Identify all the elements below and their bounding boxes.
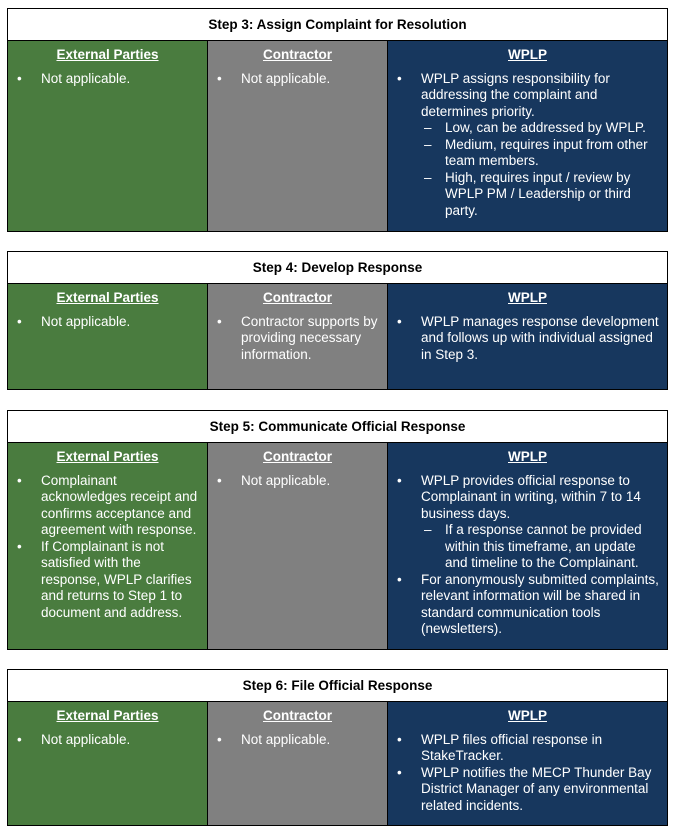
step-title: Step 5: Communicate Official Response (7, 410, 668, 443)
list-item: • Not applicable. (14, 71, 201, 88)
external-parties-column (8, 443, 208, 649)
column-header-contractor: Contractor (262, 290, 332, 305)
step-5-table (7, 410, 668, 650)
contractor-column (208, 284, 388, 389)
column-header-wplp: WPLP (508, 449, 547, 464)
wplp-column (388, 443, 667, 649)
list-item: • WPLP provides official response to Complainant in writing, within 7 to 14 business days. – If a response cannot be provided within this timeframe, an update and timeline to the Complainant. (394, 473, 661, 572)
list-item: • WPLP assigns responsibility for addressing the complaint and determines priority. – Low, can be addressed by WPLP. – Medium, requires input from other team members. – High, requires input / review by WPLP PM / Leadership or third party. (394, 71, 661, 220)
contractor-column (208, 443, 388, 649)
list-item: • Complainant acknowledges receipt and confirms acceptance and agreement with response. (14, 473, 201, 539)
sub-list-item: – High, requires input / review by WPLP PM / Leadership or third party. (421, 170, 661, 220)
wplp-column (388, 284, 667, 389)
list-item: • Contractor supports by providing necessary information. (214, 314, 381, 364)
list-item: • WPLP files official response in StakeTracker. (394, 732, 661, 765)
column-header-external: External Parties (56, 708, 159, 723)
wplp-column (388, 702, 667, 825)
column-header-contractor: Contractor (262, 449, 332, 464)
column-header-contractor: Contractor (262, 708, 332, 723)
list-item: • Not applicable. (214, 473, 381, 490)
external-parties-column (8, 702, 208, 825)
contractor-column (208, 41, 388, 231)
list-item: • For anonymously submitted complaints, relevant information will be shared in standard communication tools (newsletters). (394, 572, 661, 638)
step-title: Step 4: Develop Response (7, 251, 668, 284)
contractor-column (208, 702, 388, 825)
list-item: • If Complainant is not satisfied with the response, WPLP clarifies and returns to Step 1 to document and address. (14, 539, 201, 622)
sub-list-item: – Low, can be addressed by WPLP. (421, 120, 661, 137)
step-3-table (7, 8, 668, 232)
wplp-column (388, 41, 667, 231)
column-header-wplp: WPLP (508, 708, 547, 723)
list-item: • Not applicable. (14, 314, 201, 331)
column-header-contractor: Contractor (262, 47, 332, 62)
list-item: • Not applicable. (214, 71, 381, 88)
external-parties-column (8, 41, 208, 231)
list-item: • Not applicable. (14, 732, 201, 749)
step-title: Step 6: File Official Response (7, 669, 668, 702)
step-4-table (7, 251, 668, 390)
step-6-table (7, 669, 668, 826)
list-item: • WPLP manages response development and follows up with individual assigned in Step 3. (394, 314, 661, 364)
list-item: • Not applicable. (214, 732, 381, 749)
sub-list-item: – If a response cannot be provided within this timeframe, an update and timeline to the Complainant. (421, 522, 661, 572)
external-parties-column (8, 284, 208, 389)
column-header-external: External Parties (56, 47, 159, 62)
step-title: Step 3: Assign Complaint for Resolution (7, 8, 668, 41)
sub-list-item: – Medium, requires input from other team members. (421, 137, 661, 170)
column-header-wplp: WPLP (508, 47, 547, 62)
column-header-external: External Parties (56, 449, 159, 464)
list-item: • WPLP notifies the MECP Thunder Bay District Manager of any environmental related incidents. (394, 765, 661, 815)
column-header-wplp: WPLP (508, 290, 547, 305)
column-header-external: External Parties (56, 290, 159, 305)
